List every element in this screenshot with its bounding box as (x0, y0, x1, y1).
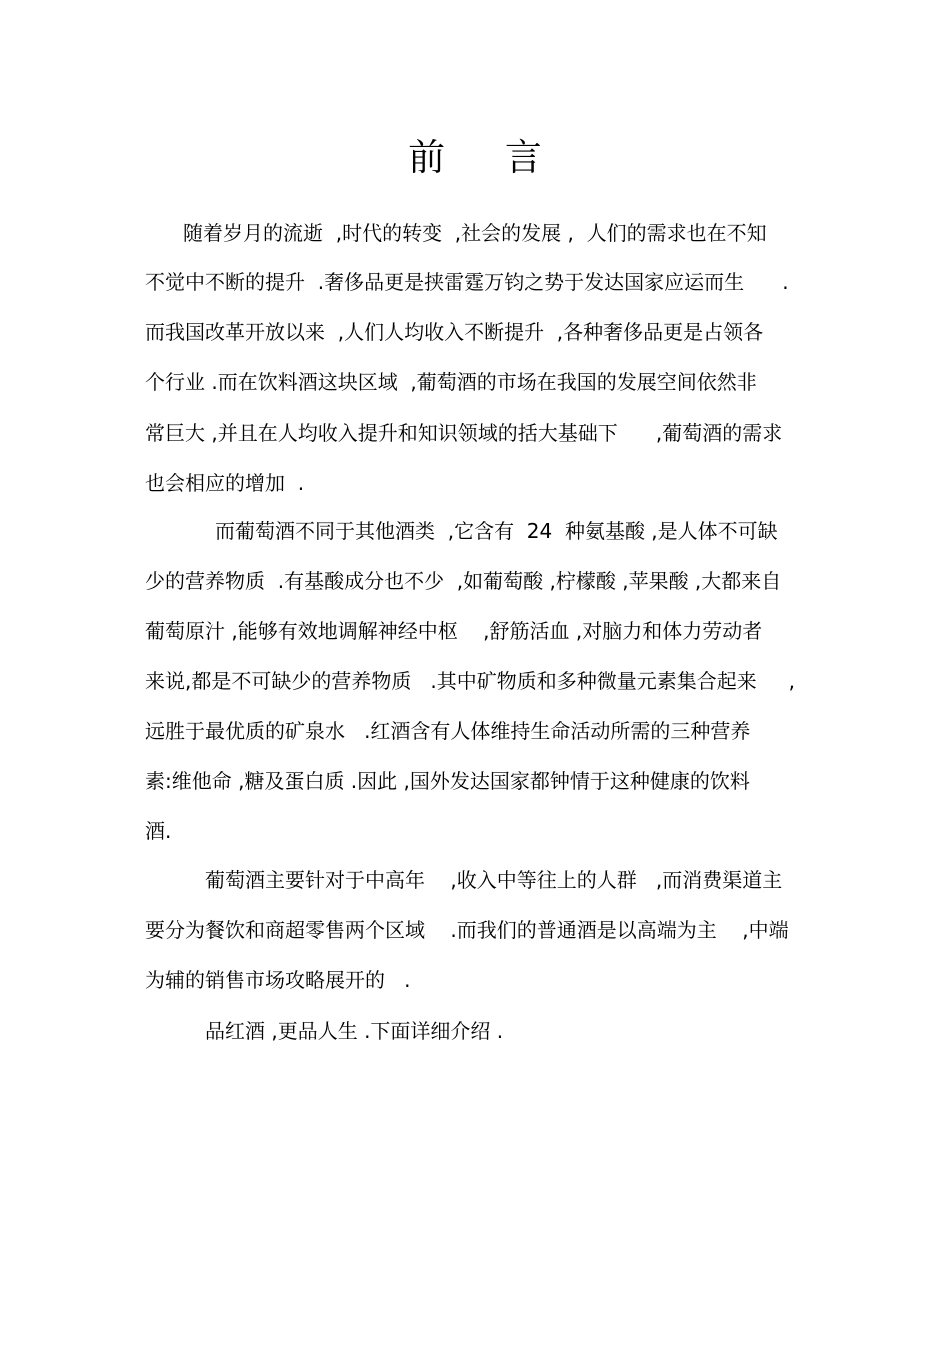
paragraph-line: 少的营养物质 .有基酸成分也不少 ,如葡萄酸 ,柠檬酸 ,苹果酸 ,大都来自 (145, 569, 782, 593)
paragraph-line: 酒. (145, 819, 172, 843)
paragraph-line: 葡萄原汁 ,能够有效地调解神经中枢 ,舒筋活血 ,对脑力和体力劳动者 (145, 619, 763, 643)
paragraph-line: 而我国改革开放以来 ,人们人均收入不断提升 ,各种奢侈品更是占领各 (145, 320, 764, 344)
paragraph-line: 葡萄酒主要针对于中高年 ,收入中等往上的人群 ,而消费渠道主 (205, 868, 783, 892)
paragraph-line: 而葡萄酒不同于其他酒类 ,它含有 24 种氨基酸 ,是人体不可缺 (215, 519, 778, 543)
paragraph-line: 为辅的销售市场攻略展开的 . (145, 968, 411, 992)
paragraph-line: 远胜于最优质的矿泉水 .红酒含有人体维持生命活动所需的三种营养 (145, 719, 751, 743)
paragraph-line: 要分为餐饮和商超零售两个区域 .而我们的普通酒是以高端为主 ,中端 (145, 918, 789, 942)
paragraph-line: 个行业 .而在饮料酒这块区域 ,葡萄酒的市场在我国的发展空间依然非 (145, 370, 757, 394)
paragraph-line: 随着岁月的流逝 ,时代的转变 ,社会的发展 , 人们的需求也在不知 (183, 221, 767, 245)
paragraph-line: 素:维他命 ,糖及蛋白质 .因此 ,国外发达国家都钟情于这种健康的饮料 (145, 769, 750, 793)
paragraph-line: 来说,都是不可缺少的营养物质 .其中矿物质和多种微量元素集合起来 , (145, 669, 795, 693)
paragraph-line: 也会相应的增加 . (145, 471, 305, 495)
paragraph-line: 品红酒 ,更品人生 .下面详细介绍 . (205, 1019, 504, 1043)
page-title: 前 言 (408, 136, 566, 179)
paragraph-line: 不觉中不断的提升 .奢侈品更是挟雷霆万钧之势于发达国家应运而生 . (145, 270, 789, 294)
paragraph-line: 常巨大 ,并且在人均收入提升和知识领域的括大基础下 ,葡萄酒的需求 (145, 421, 783, 445)
